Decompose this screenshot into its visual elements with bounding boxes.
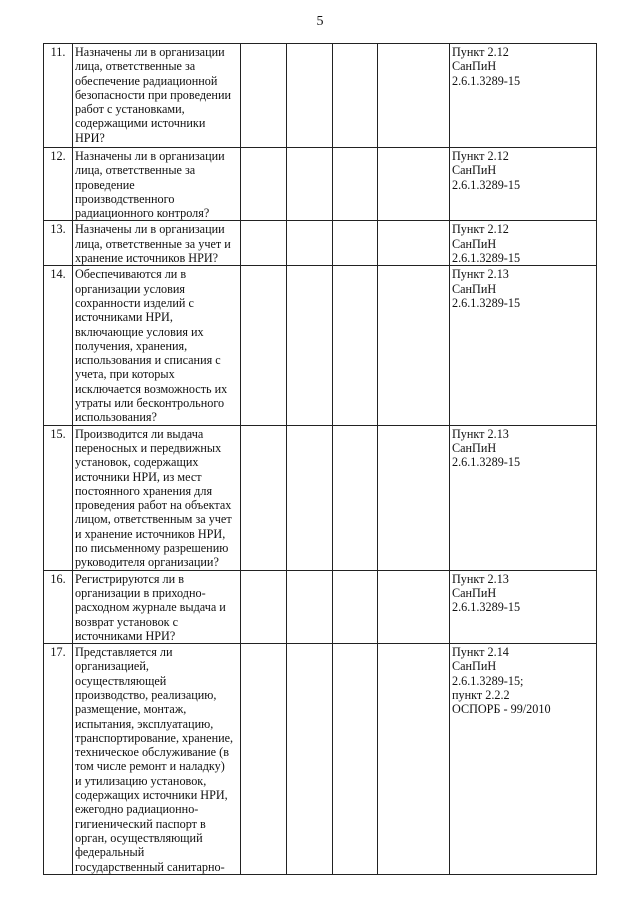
- answer-cell-yes: [241, 44, 287, 148]
- notes-cell: [378, 266, 450, 425]
- answer-cell-not-applicable: [333, 644, 378, 875]
- reference-text: Пункт 2.12 СанПиН 2.6.1.3289-15: [450, 148, 597, 221]
- answer-cell-no: [287, 148, 333, 221]
- page-number: 5: [316, 14, 324, 29]
- reference-text: Пункт 2.13 СанПиН 2.6.1.3289-15: [450, 425, 597, 570]
- question-text: Назначены ли в организации лица, ответственные за обеспечение радиационной безопасности при проведении работ с установками, содержащими источники НРИ?: [73, 44, 241, 148]
- answer-cell-not-applicable: [333, 570, 378, 643]
- row-number: 15.: [44, 425, 73, 570]
- reference-text: Пункт 2.12 СанПиН 2.6.1.3289-15: [450, 44, 597, 148]
- answer-cell-no: [287, 570, 333, 643]
- answer-cell-yes: [241, 266, 287, 425]
- notes-cell: [378, 44, 450, 148]
- answer-cell-no: [287, 644, 333, 875]
- question-text: Регистрируются ли в организации в приходно- расходном журнале выдача и возврат установок с источниками НРИ?: [73, 570, 241, 643]
- answer-cell-no: [287, 44, 333, 148]
- answer-cell-no: [287, 266, 333, 425]
- row-number: 16.: [44, 570, 73, 643]
- answer-cell-no: [287, 221, 333, 266]
- answer-cell-yes: [241, 644, 287, 875]
- reference-text: Пункт 2.14 СанПиН 2.6.1.3289-15; пункт 2.2.2 ОСПОРБ - 99/2010: [450, 644, 597, 875]
- notes-cell: [378, 425, 450, 570]
- row-number: 14.: [44, 266, 73, 425]
- table-row: [44, 570, 597, 643]
- answer-cell-yes: [241, 148, 287, 221]
- answer-cell-yes: [241, 221, 287, 266]
- notes-cell: [378, 644, 450, 875]
- reference-text: Пункт 2.12 СанПиН 2.6.1.3289-15: [450, 221, 597, 266]
- answer-cell-not-applicable: [333, 266, 378, 425]
- question-text: Представляется ли организацией, осуществляющей производство, реализацию, размещение, монтаж, испытания, эксплуатацию, транспортирование, хранение, техническое обслуживание (в том числе ремонт и наладку) и утилизацию установок, содержащих источники НРИ, ежегодно радиационно- гигиенический паспорт в орган, осуществляющий федеральный государственный санитарно-: [73, 644, 241, 875]
- answer-cell-no: [287, 425, 333, 570]
- row-number: 17.: [44, 644, 73, 875]
- answer-cell-not-applicable: [333, 44, 378, 148]
- row-number: 13.: [44, 221, 73, 266]
- answer-cell-yes: [241, 570, 287, 643]
- table-row: [44, 44, 597, 148]
- answer-cell-not-applicable: [333, 221, 378, 266]
- notes-cell: [378, 148, 450, 221]
- answer-cell-yes: [241, 425, 287, 570]
- notes-cell: [378, 570, 450, 643]
- table-row: [44, 266, 597, 425]
- answer-cell-not-applicable: [333, 148, 378, 221]
- question-text: Обеспечиваются ли в организации условия сохранности изделий с источниками НРИ, включающие условия их получения, хранения, использования и списания с учета, при которых исключается возможность их утраты или бесконтрольного использования?: [73, 266, 241, 425]
- answer-cell-not-applicable: [333, 425, 378, 570]
- requirements-checklist-table: [43, 43, 597, 875]
- reference-text: Пункт 2.13 СанПиН 2.6.1.3289-15: [450, 570, 597, 643]
- reference-text: Пункт 2.13 СанПиН 2.6.1.3289-15: [450, 266, 597, 425]
- notes-cell: [378, 221, 450, 266]
- table-row: [44, 425, 597, 570]
- question-text: Назначены ли в организации лица, ответственные за учет и хранение источников НРИ?: [73, 221, 241, 266]
- table-row: [44, 221, 597, 266]
- table-row: [44, 148, 597, 221]
- row-number: 11.: [44, 44, 73, 148]
- table-row: [44, 644, 597, 875]
- row-number: 12.: [44, 148, 73, 221]
- question-text: Производится ли выдача переносных и передвижных установок, содержащих источники НРИ, из мест постоянного хранения для проведения работ на объектах лицом, ответственным за учет и хранение источников НРИ, по письменному разрешению руководителя организации?: [73, 425, 241, 570]
- question-text: Назначены ли в организации лица, ответственные за проведение производственного радиационного контроля?: [73, 148, 241, 221]
